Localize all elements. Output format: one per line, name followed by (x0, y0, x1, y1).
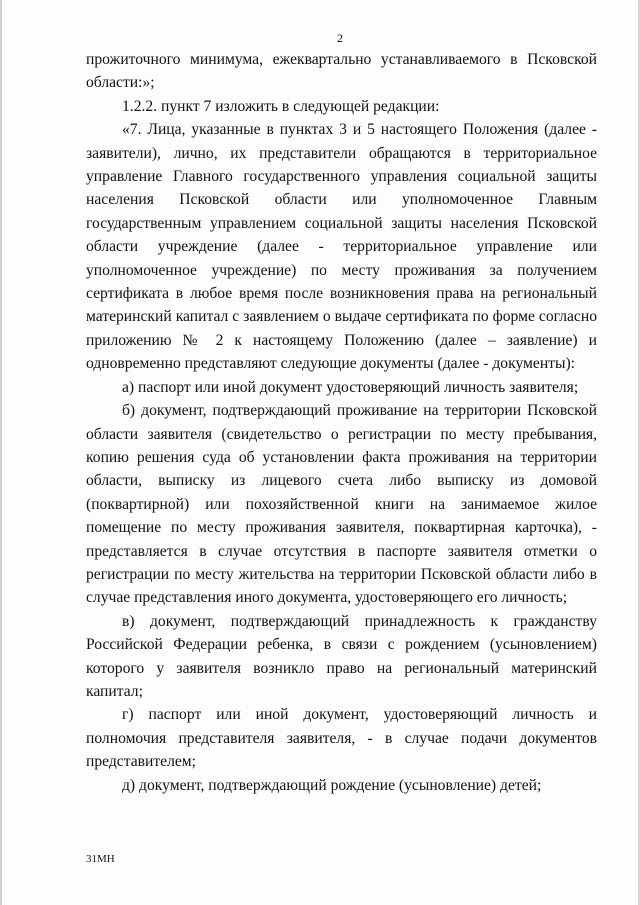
paragraph: в) документ, подтверждающий принадлежность к гражданству Российской Федерации ребенка, в связи с рождением (усыновлением) которого у заявителя возникло право на региональный материнский капитал; (86, 612, 597, 700)
paragraph: б) документ, подтверждающий проживание на территории Псковской области заявителя (свидетельство о регистрации по месту пребывания, копию решения суда об установлении факта проживания на территории области, выписку из лицевого счета либо выписку из домовой (поквартирной) или похозяйственной книги на занимаемое жилое помещение по месту проживания заявителя, поквартирная карточка), - представляется в случае отсутствия в паспорте заявителя отметки о регистрации по месту жительства на территории Псковской области либо в случае представления иного документа, удостоверяющего его личность; (86, 402, 597, 607)
paragraph: 1.2.2. пункт 7 изложить в следующей редакции: (122, 97, 440, 115)
paragraph: «7. Лица, указанные в пунктах 3 и 5 настоящего Положения (далее - заявители), лично, их представители обращаются в территориальное управление Главного государственного управления социальной защиты населения Псковской области или уполномоченное Главным государственным управлением социальной защиты населения Псковской области учреждение (далее - территориальное управление или уполномоченное учреждение) по месту проживания за получением сертификата в любое время после возникновения права на региональный материнский капитал с заявлением о выдаче сертификата по форме согласно приложению № 2 к настоящему Положению (далее – заявление) и одновременно представляют следующие документы (далее - документы): (86, 121, 597, 373)
paragraph: прожиточного минимума, ежеквартально устанавливаемого в Псковской области:»; (86, 51, 597, 92)
footer-code: 31МН (86, 853, 115, 865)
paragraph: д) документ, подтверждающий рождение (усыновление) детей; (122, 776, 542, 794)
scan-edge-left (0, 0, 2, 905)
document-body (86, 48, 597, 797)
paragraph: г) паспорт или иной документ, удостоверяющий личность и полномочия представителя заявителя, - в случае подачи документов представителем; (86, 706, 597, 771)
paragraph: а) паспорт или иной документ удостоверяющий личность заявителя; (122, 378, 579, 396)
page-number: 2 (337, 31, 343, 45)
